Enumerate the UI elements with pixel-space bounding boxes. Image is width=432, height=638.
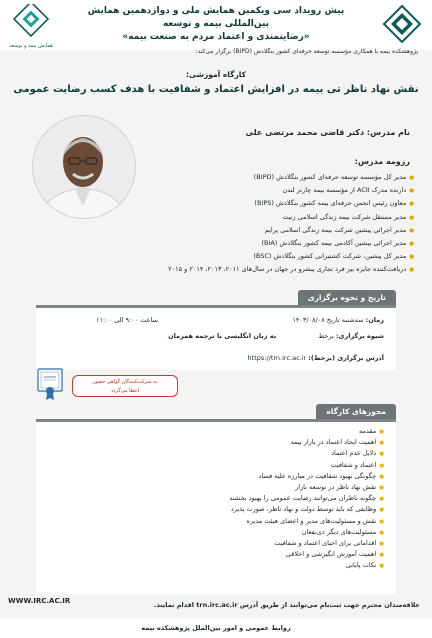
list-item: ● مقدمه xyxy=(36,426,384,437)
list-item: ● نقش نهاد ناظر در توسعه بازار xyxy=(36,482,384,493)
topics-list xyxy=(36,422,396,572)
list-item: ● چگونه ناظران می‌توانند رضایت عمومی را بهبود بخشند xyxy=(36,493,384,504)
workshop-label: کارگاه آموزشی: xyxy=(186,70,246,79)
time-section-tab: تاریخ و نحوه برگزاری xyxy=(298,290,396,306)
method-row xyxy=(168,332,384,340)
registration-note: علاقه‌مندان محترم جهت ثبت‌نام می‌توانند از طریق آدرس trn.irc.ac.ir اقدام نمایند. xyxy=(153,601,420,609)
time-card xyxy=(36,308,396,370)
list-item: ● دلایل عدم اعتماد xyxy=(36,448,384,459)
list-item: ● اقداماتی برای احیای اعتماد و شفافیت xyxy=(36,538,384,549)
address-label: آدرس برگزاری (برخط): xyxy=(308,354,384,362)
header-title-line2: «رضایتمندی و اعتماد مردم به صنعت بیمه» xyxy=(122,32,310,42)
workshop-title: نقش نهاد ناظر تی بیمه در افزایش اعتماد و شفافیت با هدف کسب رضایت عمومی xyxy=(13,84,419,95)
conference-logo-icon xyxy=(6,4,56,48)
list-item: ● مدیر اجرائی پیشین شرکت بیمه زندگی اسلامی پرایم xyxy=(154,224,414,237)
language-note: به زبان انگلیسی با ترجمه همزمان xyxy=(168,332,277,340)
list-item: ● اعتماد و شفافیت xyxy=(36,460,384,471)
header-title xyxy=(68,5,364,44)
topics-section-tab: محورهای کارگاه xyxy=(316,404,396,420)
method-value: برخط xyxy=(318,332,334,340)
list-item: ● نکات پایانی xyxy=(36,560,384,571)
list-item: ● چگونگی بهبود شفافیت در مبارزه علیه فساد xyxy=(36,471,384,482)
address-link[interactable]: https://trn.irc.ac.ir xyxy=(247,354,307,362)
list-item: ● مدیر مستقل شرکت بیمه زندگی اسلامی زنیت xyxy=(154,211,414,224)
time-value: ساعت ۹:۰۰ الی ۱۱:۰۰ xyxy=(96,316,158,324)
irc-logo-icon xyxy=(380,4,424,44)
topics-card xyxy=(36,422,396,594)
teacher-name: نام مدرس: دکتر قاضی محمد مرتضی علی xyxy=(245,128,410,137)
list-item: ● نقش و مسئولیت‌های مدیر و اعضای هیئت مدیره xyxy=(36,516,384,527)
list-item: ● اهمیت آموزش انگیزشی و اخلاقی xyxy=(36,549,384,560)
footer: روابط عمومی و امور بین‌الملل پژوهشکده بیمه xyxy=(0,618,432,638)
website-link[interactable]: WWW.IRC.AC.IR xyxy=(8,597,71,605)
list-item: ● اهمیت ایجاد اعتماد در بازار بیمه xyxy=(36,437,384,448)
date-value: سه‌شنبه تاریخ ۱۴۰۳/۰۸/۰۸ xyxy=(292,316,364,324)
certificate-line2: اعطا می‌گردد xyxy=(110,388,140,394)
certificate-note xyxy=(72,375,178,397)
address-row xyxy=(248,354,384,362)
list-item: ● مسئولیت‌های دیگر ذی‌نفعان xyxy=(36,527,384,538)
resume-title: رزومه مدرس: xyxy=(354,157,410,166)
resume-list xyxy=(154,171,414,277)
list-item: ● معاون رئیس انجمن حرفه‌ای بیمه کشور بنگلادش (BIPS) xyxy=(154,197,414,210)
date-row xyxy=(292,316,384,324)
organizer-line: پژوهشکده بیمه با همکاری مؤسسه توسعه حرفه‌ای کشور بنگلادش (BIPD) برگزار می‌کند: xyxy=(195,48,418,55)
list-item: ● دارنده مدرک ACII از مؤسسه بیمه چارتر لندن xyxy=(154,184,414,197)
method-label: شیوه برگزاری: xyxy=(335,332,384,340)
teacher-photo xyxy=(32,115,136,219)
date-label: زمان: xyxy=(365,316,384,324)
list-item: ● دریافت‌کننده جایزه بیز فرد تجاری پیشرو در جهان در سال‌های ۲۰۱۱، ۲۰۱۳، ۲۰۱۴ و ۲۰۱۵ xyxy=(154,263,414,276)
header-title-line1: پیش رویداد سی ویکمین همایش ملی و دوازدهمین همایش بین‌المللی بیمه و توسعه xyxy=(87,6,345,29)
certificate-icon xyxy=(36,367,64,401)
list-item: ● مدیر کل مؤسسه توسعه حرفه‌ای کشور بنگلادش (BIPD) xyxy=(154,171,414,184)
list-item: ● وظایفی که باید توسط دولت و نهاد ناظر، صورت پذیرد xyxy=(36,504,384,515)
certificate-line1: به شرکت‌کنندگان گواهی حضور xyxy=(92,379,158,385)
header xyxy=(0,0,432,50)
conference-logo-text: همایش بیمه و توسعه xyxy=(9,43,53,49)
list-item: ● مدیر کل پیشین، شرکت کشتیرانی کشور بنگلادش (BSC) xyxy=(154,250,414,263)
list-item: ● مدیر اجرائی پیشین آکادمی بیمه کشور بنگلادش (BIA) xyxy=(154,237,414,250)
